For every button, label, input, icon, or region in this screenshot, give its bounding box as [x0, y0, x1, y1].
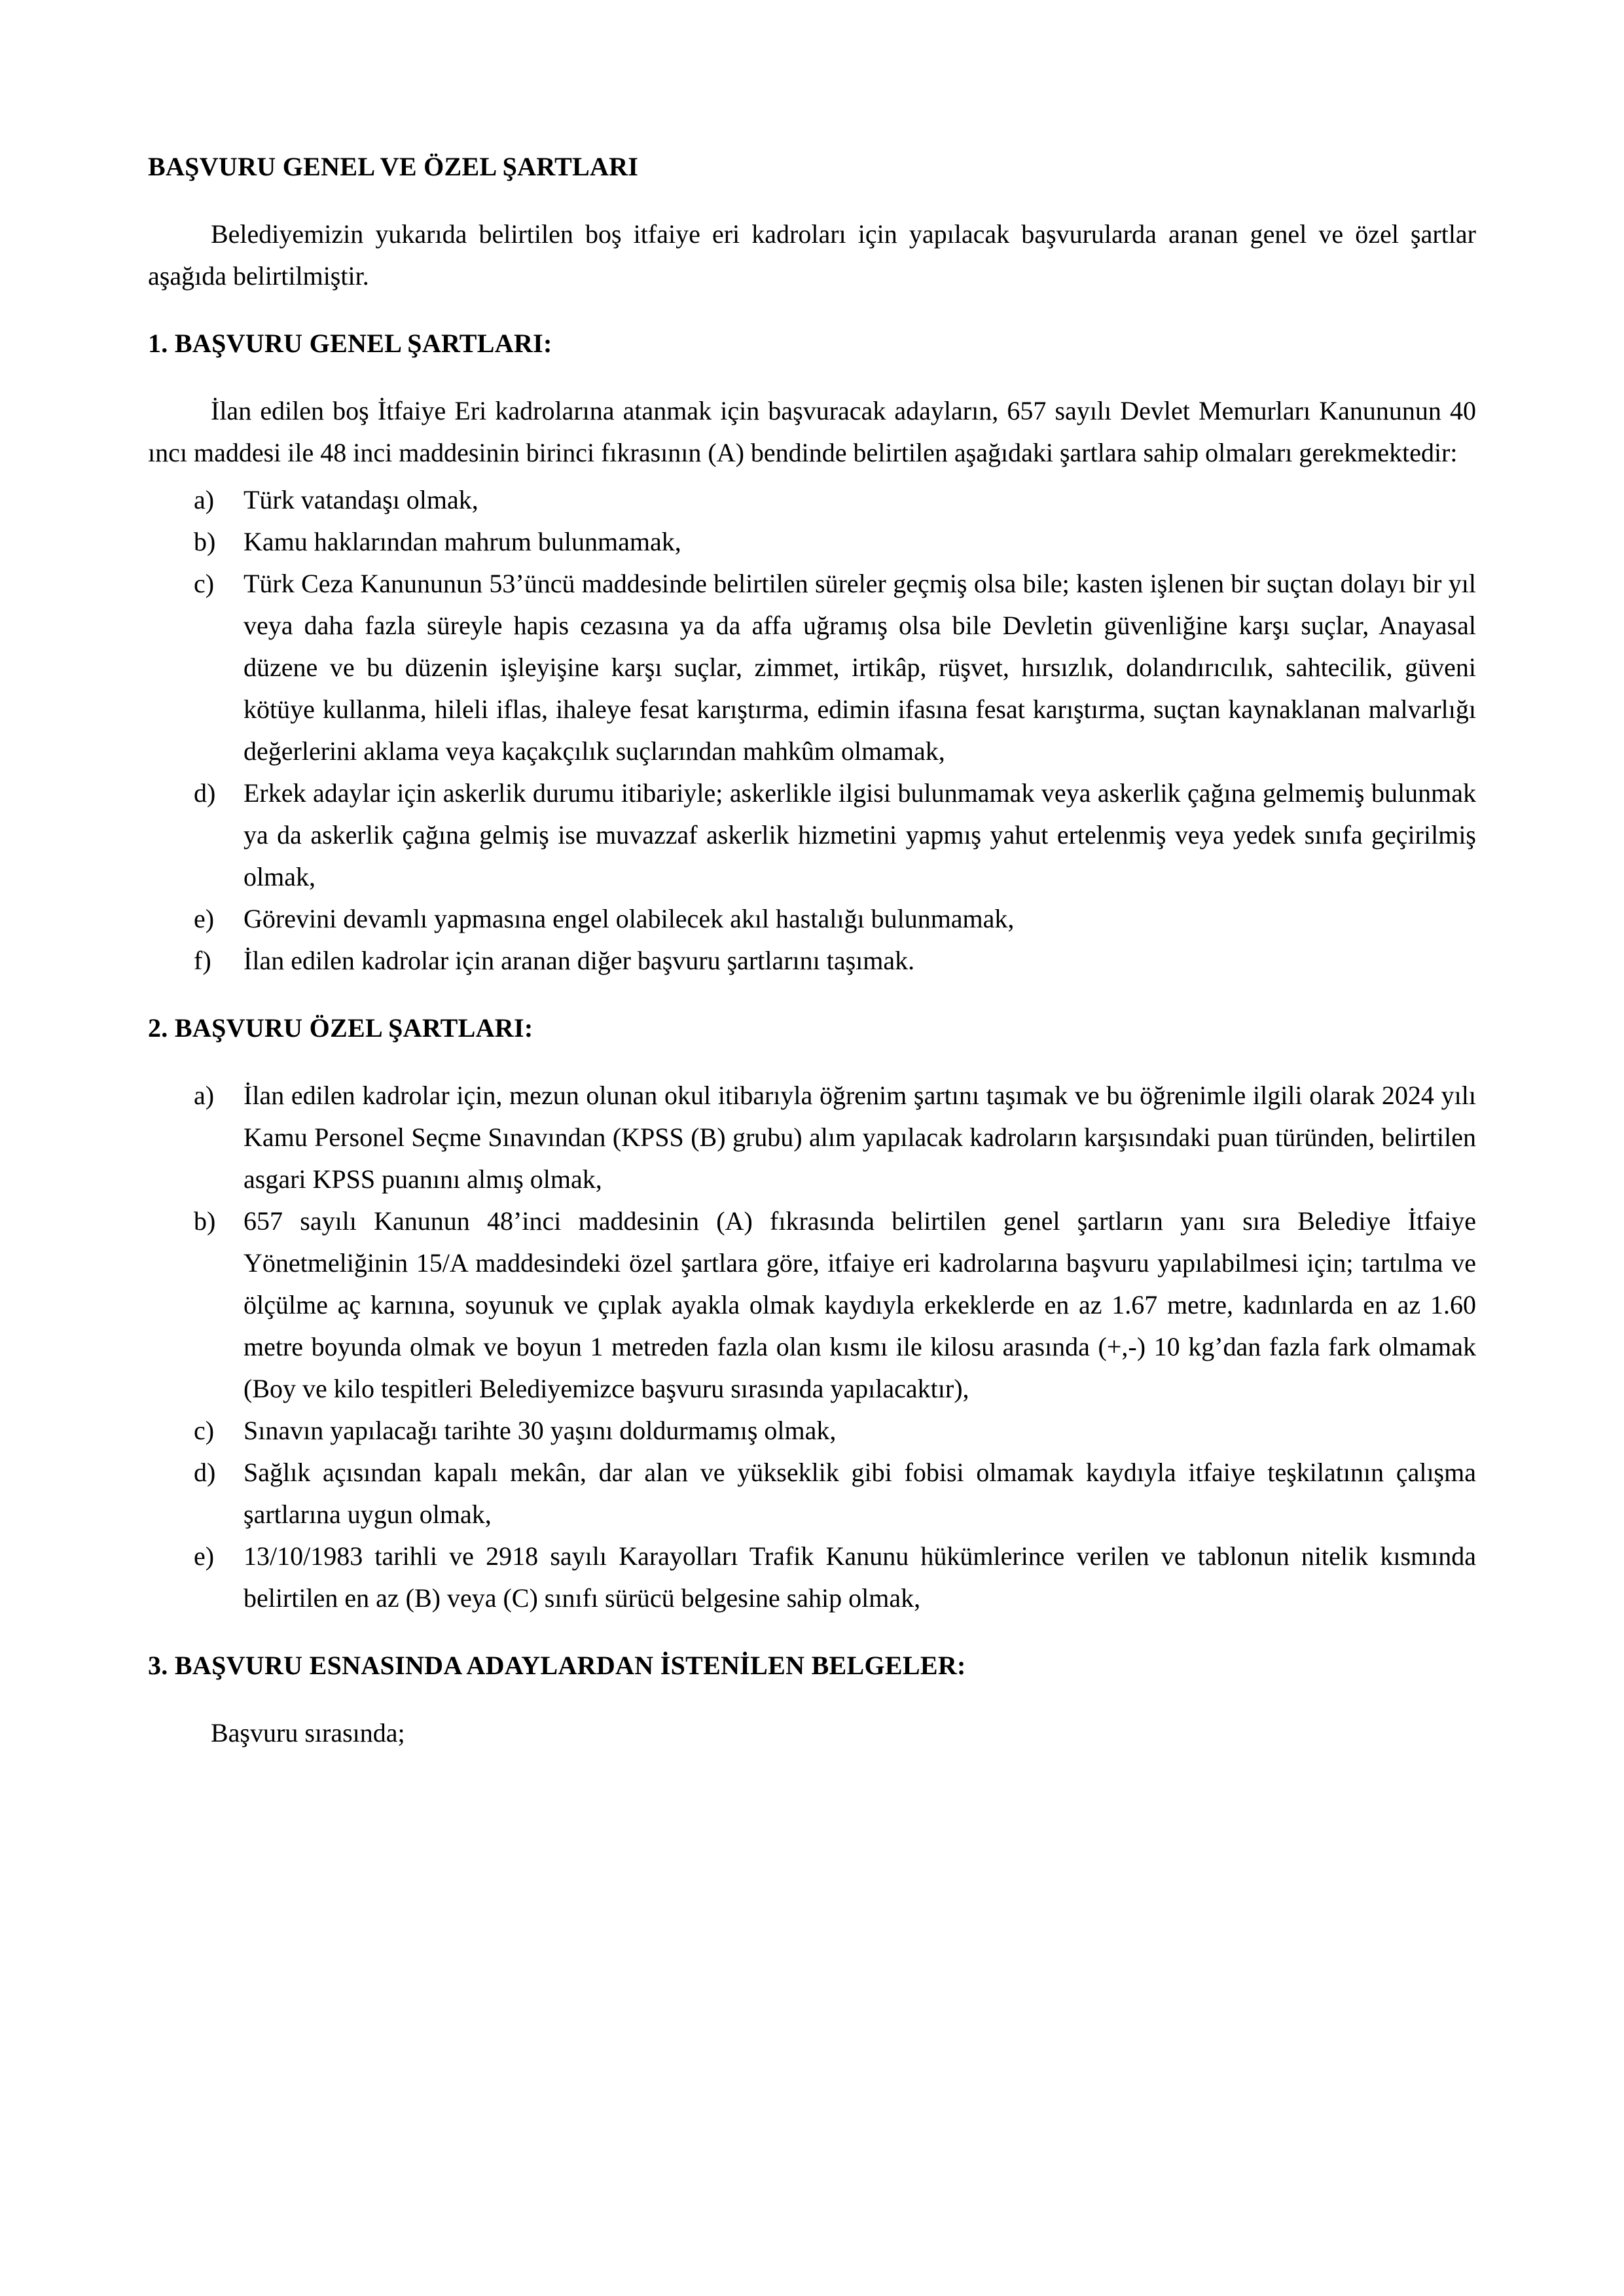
list-item-text: Görevini devamlı yapmasına engel olabilecek akıl hastalığı bulunmamak, [244, 904, 1015, 933]
list-item [148, 563, 1476, 772]
list-marker: f) [194, 946, 211, 975]
section-3-heading: 3. BAŞVURU ESNASINDA ADAYLARDAN İSTENİLEN BELGELER: [148, 1651, 966, 1680]
section-3-closing-paragraph: Başvuru sırasında; [211, 1718, 405, 1748]
list-item-text: Sağlık açısından kapalı mekân, dar alan ve yükseklik gibi fobisi olmamak kaydıyla itfaiye teşkilatının çalışma şartlarına uygun olmak, [244, 1458, 1476, 1529]
list-item-text: 657 sayılı Kanunun 48’inci maddesinin (A) fıkrasında belirtilen genel şartların yanı sıra Belediye İtfaiye Yönetmeliğinin 15/A maddesindeki özel şartlara göre, itfaiye eri kadrolarına başvuru yapılabilmesi için; tartılma ve ölçülme aç karnına, soyunuk ve çıplak ayakla olmak kaydıyla erkeklerde en az 1.67 metre, kadınlarda en az 1.60 metre boyunda olmak ve boyun 1 metreden fazla olan kısmı ile kilosu arasında (+,-) 10 kg’dan fazla fark olmamak (Boy ve kilo tespitleri Belediyemizce başvuru sırasında yapılacaktır), [244, 1206, 1476, 1403]
list-item [148, 521, 1476, 563]
section-2-heading: 2. BAŞVURU ÖZEL ŞARTLARI: [148, 1013, 533, 1043]
list-marker: c) [194, 1416, 215, 1445]
list-item [148, 1410, 1476, 1452]
section-1-list [148, 479, 1476, 982]
list-item [148, 1452, 1476, 1535]
list-item [148, 772, 1476, 898]
page-title: BAŞVURU GENEL VE ÖZEL ŞARTLARI [148, 152, 639, 181]
list-item-text: 13/10/1983 tarihli ve 2918 sayılı Karayolları Trafik Kanunu hükümlerince verilen ve tablonun nitelik kısmında belirtilen en az (B) veya (C) sınıfı sürücü belgesine sahip olmak, [244, 1541, 1476, 1613]
list-marker: d) [194, 778, 216, 808]
list-marker: a) [194, 485, 215, 514]
list-marker: c) [194, 569, 215, 598]
list-item-text: Kamu haklarından mahrum bulunmamak, [244, 527, 681, 556]
section-2-list [148, 1075, 1476, 1619]
section-1-intro-paragraph: İlan edilen boş İtfaiye Eri kadrolarına atanmak için başvuracak adayların, 657 sayılı Devlet Memurları Kanununun 40 ıncı maddesi ile 48 inci maddesinin birinci fıkrasının (A) bendinde belirtilen aşağıdaki şartlara sahip olmaları gerekmektedir: [148, 396, 1476, 467]
list-item-text: Türk vatandaşı olmak, [244, 485, 478, 514]
list-marker: e) [194, 1541, 215, 1571]
document-body [148, 149, 1476, 1754]
list-item [148, 479, 1476, 521]
list-item [148, 940, 1476, 982]
list-item [148, 1535, 1476, 1619]
list-item [148, 1200, 1476, 1410]
list-item [148, 898, 1476, 940]
list-marker: b) [194, 1206, 216, 1236]
section-1-heading: 1. BAŞVURU GENEL ŞARTLARI: [148, 329, 552, 358]
list-marker: e) [194, 904, 215, 933]
list-item-text: İlan edilen kadrolar için aranan diğer başvuru şartlarını taşımak. [244, 946, 915, 975]
intro-paragraph: Belediyemizin yukarıda belirtilen boş itfaiye eri kadroları için yapılacak başvurularda aranan genel ve özel şartlar aşağıda belirtilmiştir. [148, 219, 1476, 291]
list-marker: d) [194, 1458, 216, 1487]
list-item-text: İlan edilen kadrolar için, mezun olunan okul itibarıyla öğrenim şartını taşımak ve bu öğrenimle ilgili olarak 2024 yılı Kamu Personel Seçme Sınavından (KPSS (B) grubu) alım yapılacak kadroların karşısındaki puan türünden, belirtilen asgari KPSS puanını almış olmak, [244, 1081, 1476, 1194]
list-item-text: Sınavın yapılacağı tarihte 30 yaşını doldurmamış olmak, [244, 1416, 837, 1445]
list-item-text: Erkek adaylar için askerlik durumu itibariyle; askerlikle ilgisi bulunmamak veya askerlik çağına gelmemiş bulunmak ya da askerlik çağına gelmiş ise muvazzaf askerlik hizmetini yapmış yahut ertelenmiş veya yedek sınıfa geçirilmiş olmak, [244, 778, 1476, 891]
list-item [148, 1075, 1476, 1200]
list-item-text: Türk Ceza Kanununun 53’üncü maddesinde belirtilen süreler geçmiş olsa bile; kasten işlenen bir suçtan dolayı bir yıl veya daha fazla süreyle hapis cezasına ya da affa uğramış olsa bile Devletin güvenliğine karşı suçlar, Anayasal düzene ve bu düzenin işleyişine karşı suçlar, zimmet, irtikâp, rüşvet, hırsızlık, dolandırıcılık, sahtecilik, güveni kötüye kullanma, hileli iflas, ihaleye fesat karıştırma, edimin ifasına fesat karıştırma, suçtan kaynaklanan malvarlığı değerlerini aklama veya kaçakçılık suçlarından mahkûm olmamak, [244, 569, 1476, 766]
list-marker: b) [194, 527, 216, 556]
list-marker: a) [194, 1081, 215, 1110]
